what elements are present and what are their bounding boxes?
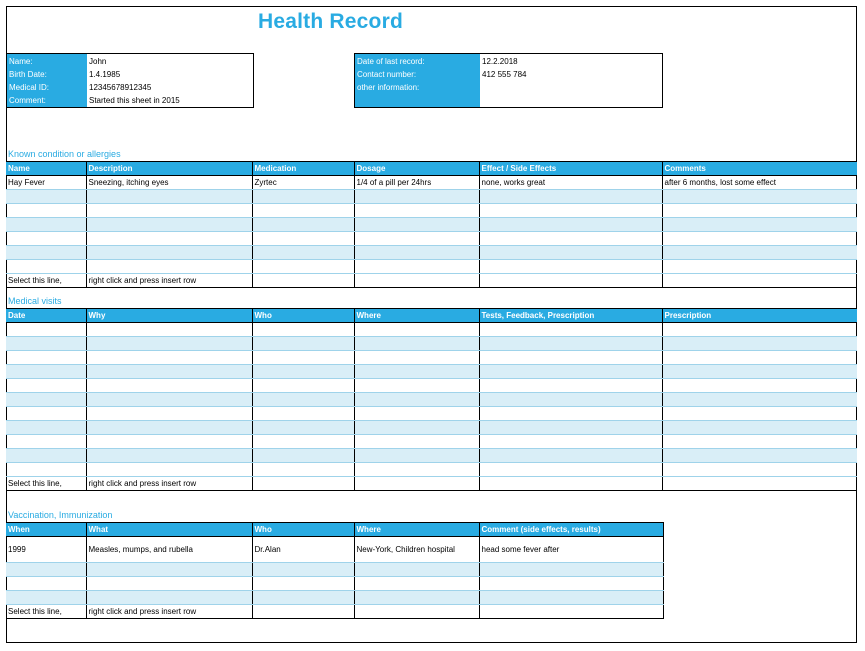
conditions-header-3[interactable]: Dosage	[354, 162, 479, 176]
conditions-cell[interactable]	[662, 260, 857, 274]
visits-cell[interactable]	[354, 477, 479, 491]
birth-label: Birth Date:	[9, 70, 47, 79]
conditions-row[interactable]	[6, 274, 857, 288]
visits-row[interactable]	[6, 393, 857, 407]
conditions-cell[interactable]	[86, 232, 252, 246]
vaccination-header-0[interactable]: When	[6, 523, 86, 537]
last-record-value[interactable]: 12.2.2018	[482, 57, 518, 66]
visits-header-5[interactable]: Prescription	[662, 309, 857, 323]
visits-cell[interactable]	[6, 351, 86, 365]
conditions-row[interactable]	[6, 260, 857, 274]
conditions-cell[interactable]: 1/4 of a pill per 24hrs	[354, 176, 479, 190]
visits-cell[interactable]	[354, 351, 479, 365]
visits-cell[interactable]	[86, 323, 252, 337]
visits-cell[interactable]	[662, 365, 857, 379]
conditions-header-4[interactable]: Effect / Side Effects	[479, 162, 662, 176]
visits-cell[interactable]	[252, 379, 354, 393]
visits-cell[interactable]	[252, 477, 354, 491]
visits-cell[interactable]	[6, 463, 86, 477]
visits-cell[interactable]	[662, 407, 857, 421]
visits-cell[interactable]	[86, 421, 252, 435]
visits-cell[interactable]	[86, 463, 252, 477]
vaccination-header-1[interactable]: What	[86, 523, 252, 537]
visits-cell[interactable]	[354, 435, 479, 449]
conditions-cell[interactable]	[86, 260, 252, 274]
conditions-cell[interactable]	[86, 218, 252, 232]
vaccination-cell[interactable]	[354, 577, 479, 591]
conditions-section-title: Known condition or allergies	[8, 149, 121, 159]
visits-cell[interactable]	[252, 351, 354, 365]
visits-cell[interactable]	[86, 407, 252, 421]
conditions-cell[interactable]: Sneezing, itching eyes	[86, 176, 252, 190]
conditions-cell[interactable]	[662, 232, 857, 246]
visits-row[interactable]	[6, 477, 857, 491]
visits-cell[interactable]	[6, 379, 86, 393]
visits-cell[interactable]	[86, 379, 252, 393]
conditions-cell[interactable]	[86, 204, 252, 218]
vaccination-header-2[interactable]: Who	[252, 523, 354, 537]
conditions-cell[interactable]	[662, 218, 857, 232]
visits-row[interactable]	[6, 379, 857, 393]
visits-row[interactable]	[6, 323, 857, 337]
visits-cell[interactable]	[479, 435, 662, 449]
contact-info-box	[354, 53, 663, 108]
birth-row[interactable]	[7, 68, 253, 81]
visits-cell[interactable]	[479, 449, 662, 463]
vaccination-cell[interactable]	[252, 605, 354, 619]
conditions-cell[interactable]	[479, 190, 662, 204]
vaccination-cell[interactable]	[86, 591, 252, 605]
contact-number-value[interactable]: 412 555 784	[482, 70, 527, 79]
conditions-header-row	[6, 162, 857, 176]
vaccination-cell[interactable]	[354, 563, 479, 577]
visits-cell[interactable]	[252, 449, 354, 463]
vaccination-row[interactable]	[6, 563, 663, 577]
other-info-label: other information:	[357, 83, 420, 92]
visits-cell[interactable]	[6, 449, 86, 463]
visits-cell[interactable]	[479, 421, 662, 435]
other-info-row[interactable]	[355, 81, 662, 94]
conditions-cell[interactable]	[662, 246, 857, 260]
visits-cell[interactable]	[662, 421, 857, 435]
visits-header-3[interactable]: Where	[354, 309, 479, 323]
visits-cell[interactable]	[479, 393, 662, 407]
visits-cell[interactable]	[252, 323, 354, 337]
page-title: Health Record	[258, 10, 403, 33]
visits-cell[interactable]	[354, 407, 479, 421]
conditions-table	[6, 161, 857, 288]
visits-cell[interactable]	[252, 407, 354, 421]
visits-cell[interactable]	[479, 323, 662, 337]
conditions-cell[interactable]	[252, 260, 354, 274]
visits-cell[interactable]	[479, 477, 662, 491]
conditions-cell[interactable]	[6, 246, 86, 260]
conditions-row[interactable]	[6, 190, 857, 204]
vaccination-cell[interactable]	[6, 577, 86, 591]
visits-cell[interactable]	[354, 421, 479, 435]
visits-cell[interactable]	[86, 337, 252, 351]
visits-cell[interactable]	[86, 365, 252, 379]
visits-cell[interactable]	[479, 379, 662, 393]
vaccination-row[interactable]	[6, 577, 663, 591]
conditions-cell[interactable]	[354, 190, 479, 204]
visits-header-4[interactable]: Tests, Feedback, Prescription	[479, 309, 662, 323]
vaccination-row[interactable]	[6, 591, 663, 605]
vaccination-row[interactable]	[6, 605, 663, 619]
conditions-cell[interactable]	[6, 204, 86, 218]
visits-cell[interactable]	[252, 435, 354, 449]
visits-row[interactable]	[6, 351, 857, 365]
vaccination-cell[interactable]	[479, 563, 663, 577]
conditions-cell[interactable]: none, works great	[479, 176, 662, 190]
vaccination-header-row	[6, 523, 663, 537]
vaccination-table	[6, 522, 664, 619]
conditions-row[interactable]	[6, 218, 857, 232]
visits-row[interactable]	[6, 421, 857, 435]
vaccination-cell[interactable]	[252, 563, 354, 577]
visits-cell[interactable]	[6, 323, 86, 337]
visits-section-title: Medical visits	[8, 296, 62, 306]
personal-info-box	[6, 53, 254, 108]
visits-cell[interactable]: right click and press insert row	[86, 477, 252, 491]
conditions-cell[interactable]	[662, 274, 857, 288]
visits-row[interactable]	[6, 463, 857, 477]
visits-cell[interactable]	[86, 449, 252, 463]
last-record-row[interactable]	[355, 55, 662, 68]
vaccination-cell[interactable]	[86, 563, 252, 577]
visits-cell[interactable]	[662, 337, 857, 351]
visits-cell[interactable]	[479, 365, 662, 379]
visits-cell[interactable]	[479, 463, 662, 477]
visits-header-0[interactable]: Date	[6, 309, 86, 323]
visits-cell[interactable]	[354, 463, 479, 477]
conditions-cell[interactable]	[479, 274, 662, 288]
vaccination-cell[interactable]	[354, 605, 479, 619]
conditions-cell[interactable]	[354, 218, 479, 232]
conditions-cell[interactable]	[354, 260, 479, 274]
conditions-cell[interactable]	[86, 190, 252, 204]
visits-cell[interactable]	[662, 393, 857, 407]
visits-cell[interactable]	[354, 379, 479, 393]
vaccination-cell[interactable]: Dr.Alan	[252, 537, 354, 563]
visits-cell[interactable]	[479, 351, 662, 365]
vaccination-row[interactable]	[6, 537, 663, 563]
conditions-cell[interactable]	[354, 246, 479, 260]
visits-cell[interactable]	[662, 379, 857, 393]
comment-value[interactable]: Started this sheet in 2015	[89, 96, 180, 105]
conditions-cell[interactable]: after 6 months, lost some effect	[662, 176, 857, 190]
conditions-row[interactable]	[6, 176, 857, 190]
visits-cell[interactable]	[252, 393, 354, 407]
name-label: Name:	[9, 57, 33, 66]
conditions-cell[interactable]	[252, 274, 354, 288]
comment-label: Comment:	[9, 96, 46, 105]
visits-cell[interactable]: Select this line,	[6, 477, 86, 491]
vaccination-cell[interactable]	[479, 605, 663, 619]
conditions-header-2[interactable]: Medication	[252, 162, 354, 176]
name-row[interactable]	[7, 55, 253, 68]
visits-cell[interactable]	[662, 477, 857, 491]
visits-cell[interactable]	[6, 421, 86, 435]
conditions-cell[interactable]	[479, 204, 662, 218]
conditions-cell[interactable]: Select this line,	[6, 274, 86, 288]
conditions-cell[interactable]	[354, 274, 479, 288]
conditions-cell[interactable]	[252, 246, 354, 260]
last-record-label: Date of last record:	[357, 57, 425, 66]
conditions-cell[interactable]	[479, 218, 662, 232]
conditions-cell[interactable]	[354, 204, 479, 218]
conditions-header-1[interactable]: Description	[86, 162, 252, 176]
visits-header-row	[6, 309, 857, 323]
conditions-cell[interactable]	[252, 232, 354, 246]
vaccination-cell[interactable]	[6, 563, 86, 577]
conditions-cell[interactable]	[662, 190, 857, 204]
visits-cell[interactable]	[6, 393, 86, 407]
vaccination-cell[interactable]	[86, 577, 252, 591]
visits-cell[interactable]	[662, 351, 857, 365]
vaccination-cell[interactable]	[252, 591, 354, 605]
conditions-cell[interactable]	[479, 246, 662, 260]
vaccination-cell[interactable]	[479, 577, 663, 591]
vaccination-header-3[interactable]: Where	[354, 523, 479, 537]
conditions-cell[interactable]	[252, 204, 354, 218]
visits-cell[interactable]	[252, 337, 354, 351]
visits-cell[interactable]	[479, 337, 662, 351]
medical-id-row[interactable]	[7, 81, 253, 94]
visits-row[interactable]	[6, 449, 857, 463]
visits-header-2[interactable]: Who	[252, 309, 354, 323]
visits-cell[interactable]	[86, 435, 252, 449]
visits-cell[interactable]	[479, 407, 662, 421]
visits-cell[interactable]	[252, 365, 354, 379]
conditions-header-0[interactable]: Name	[6, 162, 86, 176]
conditions-cell[interactable]	[354, 232, 479, 246]
conditions-cell[interactable]	[6, 232, 86, 246]
visits-row[interactable]	[6, 407, 857, 421]
visits-cell[interactable]	[6, 407, 86, 421]
visits-row[interactable]	[6, 337, 857, 351]
visits-cell[interactable]	[354, 449, 479, 463]
visits-table	[6, 308, 857, 491]
vaccination-cell[interactable]	[479, 591, 663, 605]
conditions-cell[interactable]	[662, 204, 857, 218]
visits-cell[interactable]	[662, 435, 857, 449]
medical-id-label: Medical ID:	[9, 83, 50, 92]
visits-cell[interactable]	[252, 421, 354, 435]
visits-cell[interactable]	[86, 351, 252, 365]
visits-cell[interactable]	[252, 463, 354, 477]
conditions-cell[interactable]	[6, 260, 86, 274]
contact-number-label: Contact number:	[357, 70, 417, 79]
medical-id-value[interactable]: 12345678912345	[89, 83, 152, 92]
conditions-cell[interactable]: right click and press insert row	[86, 274, 252, 288]
visits-cell[interactable]	[354, 365, 479, 379]
visits-cell[interactable]	[662, 463, 857, 477]
visits-cell[interactable]	[6, 337, 86, 351]
vaccination-header-4[interactable]: Comment (side effects, results)	[479, 523, 663, 537]
visits-cell[interactable]	[6, 435, 86, 449]
vaccination-cell[interactable]: head some fever after	[479, 537, 663, 563]
conditions-cell[interactable]: Zyrtec	[252, 176, 354, 190]
conditions-header-5[interactable]: Comments	[662, 162, 857, 176]
comment-row[interactable]	[7, 94, 253, 107]
visits-row[interactable]	[6, 435, 857, 449]
vaccination-cell[interactable]	[6, 591, 86, 605]
conditions-row[interactable]	[6, 232, 857, 246]
visits-cell[interactable]	[354, 323, 479, 337]
conditions-cell[interactable]	[479, 260, 662, 274]
conditions-cell[interactable]	[252, 218, 354, 232]
vaccination-section-title: Vaccination, Immunization	[8, 510, 113, 520]
vaccination-cell[interactable]: New-York, Children hospital	[354, 537, 479, 563]
visits-cell[interactable]	[662, 449, 857, 463]
conditions-cell[interactable]	[479, 232, 662, 246]
visits-header-1[interactable]: Why	[86, 309, 252, 323]
visits-cell[interactable]	[354, 393, 479, 407]
conditions-cell[interactable]	[252, 190, 354, 204]
vaccination-cell[interactable]	[354, 591, 479, 605]
conditions-cell[interactable]	[6, 190, 86, 204]
conditions-row[interactable]	[6, 246, 857, 260]
visits-cell[interactable]	[662, 323, 857, 337]
conditions-cell[interactable]: Hay Fever	[6, 176, 86, 190]
name-value[interactable]: John	[89, 57, 107, 66]
conditions-cell[interactable]	[6, 218, 86, 232]
vaccination-cell[interactable]: Measles, mumps, and rubella	[86, 537, 252, 563]
conditions-cell[interactable]	[86, 246, 252, 260]
vaccination-cell[interactable]: Select this line,	[6, 605, 86, 619]
visits-cell[interactable]	[86, 393, 252, 407]
vaccination-cell[interactable]: 1999	[6, 537, 86, 563]
visits-cell[interactable]	[6, 365, 86, 379]
birth-value[interactable]: 1.4.1985	[89, 70, 121, 79]
visits-cell[interactable]	[354, 337, 479, 351]
vaccination-cell[interactable]	[252, 577, 354, 591]
contact-number-row[interactable]	[355, 68, 662, 81]
conditions-row[interactable]	[6, 204, 857, 218]
visits-row[interactable]	[6, 365, 857, 379]
vaccination-cell[interactable]: right click and press insert row	[86, 605, 252, 619]
